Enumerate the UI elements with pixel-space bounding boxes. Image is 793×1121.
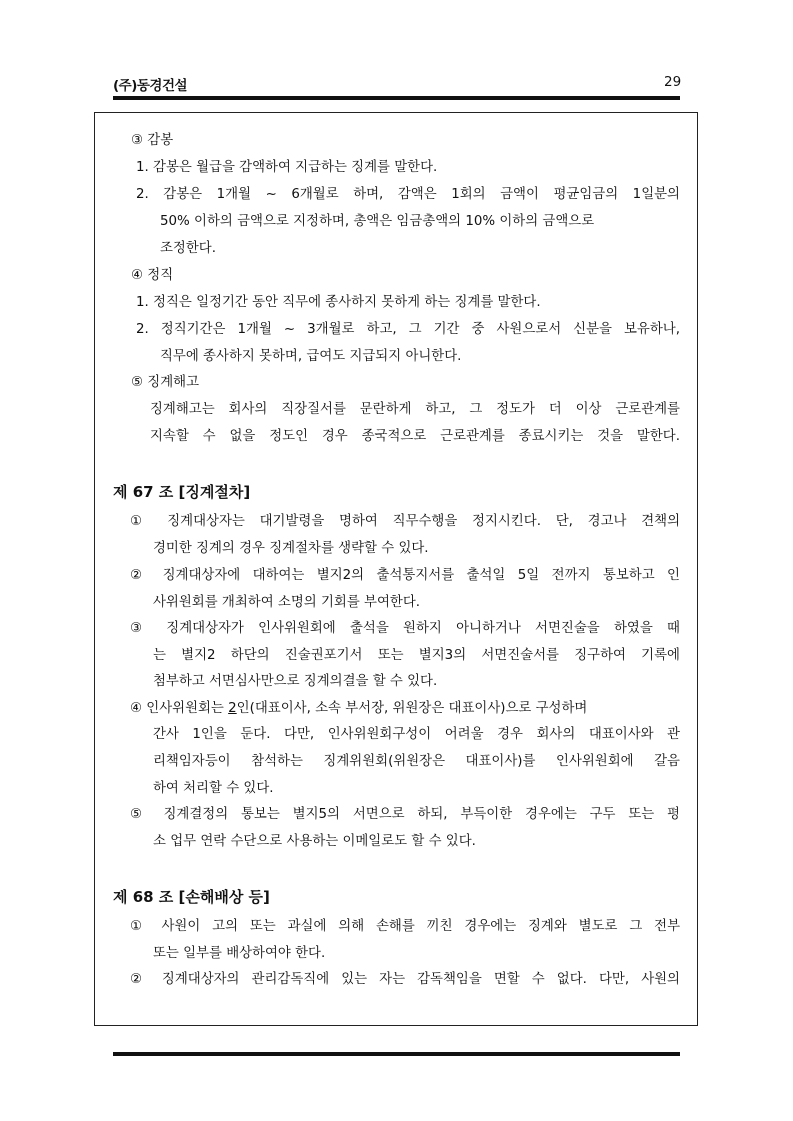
article68-p1-line1: ① 사원이 고의 또는 과실에 의해 손해를 끼친 경우에는 징계와 별도로 그 전부 xyxy=(130,919,680,934)
header-rule xyxy=(113,96,680,100)
pay-cut-item2-line2: 50% 이하의 금액으로 지정하며, 총액은 임금총액의 10% 이하의 금액으로 xyxy=(160,214,595,229)
suspension-item1: 1. 정직은 일정기간 동안 직무에 종사하지 못하게 하는 징계를 말한다. xyxy=(136,295,541,310)
article67-p4-rest: 인(대표이사, 소속 부서장, 위원장은 대표이사)으로 구성하며 xyxy=(236,701,588,716)
article67-p3-line3: 첨부하고 서면심사만으로 징계의결을 할 수 있다. xyxy=(153,674,438,689)
pay-cut-item2-line1: 2. 감봉은 1개월 ~ 6개월로 하며, 감액은 1회의 금액이 평균임금의 1일분의 xyxy=(136,187,680,202)
dismissal-line1: 징계해고는 회사의 직장질서를 문란하게 하고, 그 정도가 더 이상 근로관계를 xyxy=(150,402,680,417)
article67-p5-line2: 소 업무 연락 수단으로 사용하는 이메일로도 할 수 있다. xyxy=(153,834,476,849)
article67-p5-line1: ⑤ 징계결정의 통보는 별지5의 서면으로 하되, 부득이한 경우에는 구두 또는 평 xyxy=(130,807,680,822)
dismissal-heading: ⑤ 징계해고 xyxy=(131,375,200,390)
article67-p1-line2: 경미한 징계의 경우 징계절차를 생략할 수 있다. xyxy=(153,541,429,556)
article67-p4-line3: 리책임자등이 참석하는 징계위원회(위원장은 대표이사)를 인사위원회에 갈음 xyxy=(153,754,680,769)
article67-p4-prefix: ④ 인사위원회는 xyxy=(130,701,229,716)
pay-cut-item1: 1. 감봉은 월급을 감액하여 지급하는 징계를 말한다. xyxy=(136,160,438,175)
article67-p1-line1: ① 징계대상자는 대기발령을 명하여 직무수행을 정지시킨다. 단, 경고나 견책의 xyxy=(130,514,680,529)
article68-p1-line2: 또는 일부를 배상하여야 한다. xyxy=(153,946,326,961)
article67-p4-line4: 하여 처리할 수 있다. xyxy=(153,781,274,796)
article67-title: 제 67 조 [징계절차] xyxy=(113,483,251,501)
dismissal-line2: 지속할 수 없을 정도인 경우 종국적으로 근로관계를 종료시키는 것을 말한다. xyxy=(150,429,680,444)
pay-cut-heading: ③ 감봉 xyxy=(131,133,174,148)
article67-p3-line1: ③ 징계대상자가 인사위원회에 출석을 원하지 아니하거나 서면진술을 하였을 때 xyxy=(130,621,680,636)
article68-title: 제 68 조 [손해배상 등] xyxy=(113,888,270,906)
article67-p4-line2: 간사 1인을 둔다. 다만, 인사위원회구성이 어려울 경우 회사의 대표이사와 관 xyxy=(153,727,680,742)
suspension-item2-line1: 2. 정직기간은 1개월 ~ 3개월로 하고, 그 기간 중 사원으로서 신분을 보유하나, xyxy=(136,322,680,337)
article67-p2-line1: ② 징계대상자에 대하여는 별지2의 출석통지서를 출석일 5일 전까지 통보하고 인 xyxy=(130,568,680,583)
article67-p4-underlined: 2 xyxy=(228,701,237,716)
article67-p4-line1 xyxy=(130,700,587,717)
page-number: 29 xyxy=(664,74,682,90)
suspension-heading: ④ 정직 xyxy=(131,268,174,283)
header-company: (주)동경건설 xyxy=(113,78,188,94)
pay-cut-item2-line3: 조정한다. xyxy=(160,241,216,256)
article68-p2-line1: ② 징계대상자의 관리감독직에 있는 자는 감독책임을 면할 수 없다. 다만, 사원의 xyxy=(130,972,680,987)
suspension-item2-line2: 직무에 종사하지 못하며, 급여도 지급되지 아니한다. xyxy=(160,349,462,364)
article67-p2-line2: 사위원회를 개최하여 소명의 기회를 부여한다. xyxy=(153,595,421,610)
article67-p3-line2: 는 별지2 하단의 진술권포기서 또는 별지3의 서면진술서를 징구하여 기록에 xyxy=(153,648,680,663)
footer-rule xyxy=(113,1052,680,1056)
